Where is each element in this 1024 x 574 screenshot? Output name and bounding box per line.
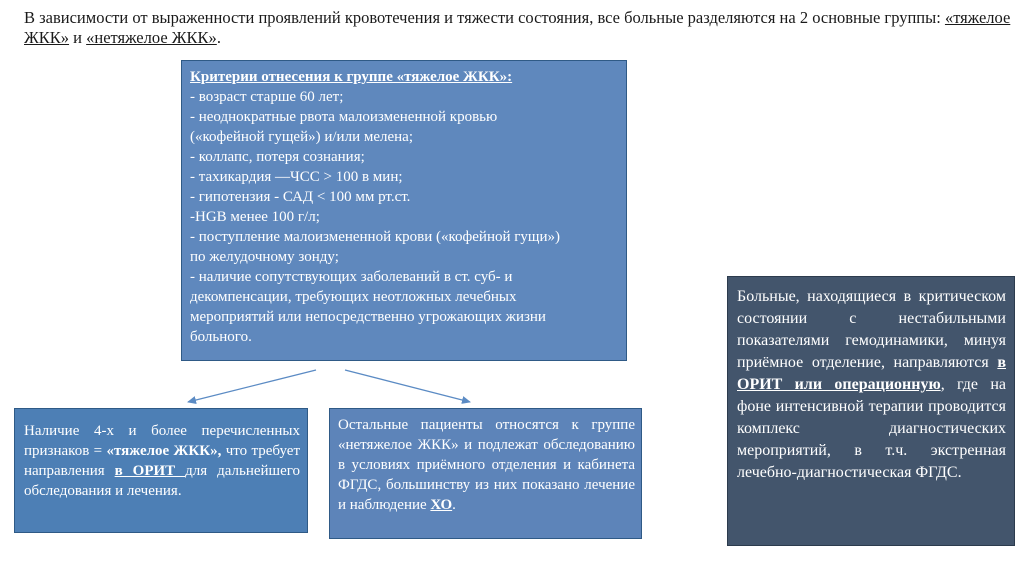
severe-text-3: для дальнейшего обследования и лечения.: [24, 463, 301, 499]
surgery-dept-link: ХО: [430, 497, 453, 513]
icu-link: в ОРИТ: [114, 463, 186, 479]
icu-or-link: в ОРИТ или операционную: [737, 354, 1006, 393]
severe-group-box: [14, 408, 308, 533]
criteria-item: - гипотензия - САД < 100 мм рт.ст.: [190, 189, 411, 205]
nonsevere-text-2: .: [452, 497, 456, 513]
criteria-item: по желудочному зонду;: [190, 249, 339, 265]
criteria-item: декомпенсации, требующих неотложных лечебных: [190, 289, 517, 305]
criteria-item: - коллапс, потеря сознания;: [190, 149, 365, 165]
arrow-to-severe: [188, 370, 316, 402]
intro-conj: и: [69, 28, 87, 47]
intro-severe-term: «тяжелое ЖКК»: [24, 8, 1011, 47]
nonsevere-text-1: Остальные пациенты относятся к группе «нетяжелое ЖКК» и подлежат обследованию в условиях приёмного отделения и кабинета ФГДС, большинству из них показано лечение и наблюдение: [338, 417, 635, 513]
arrow-to-nonsevere: [345, 370, 470, 402]
severe-term: «тяжелое ЖКК»,: [106, 443, 222, 459]
critical-text-2: , где на фоне интенсивной терапии проводится комплекс диагностических мероприятий, в т.ч. экстренная лечебно-диагностическая ФГДС.: [737, 376, 1006, 481]
criteria-item: мероприятий или непосредственно угрожающих жизни: [190, 309, 546, 325]
severe-text-2: что требует направления: [24, 443, 301, 479]
severe-text-1: Наличие 4-х и более перечисленных признаков =: [24, 423, 300, 459]
criteria-item: («кофейной гущей») и/или мелена;: [190, 129, 413, 145]
criteria-item: - тахикардия —ЧСС > 100 в мин;: [190, 169, 403, 185]
criteria-item: - поступление малоизмененной крови («кофейной гущи»): [190, 229, 560, 245]
intro-text: В зависимости от выраженности проявлений кровотечения и тяжести состояния, все больные разделяются на 2 основные группы:: [24, 8, 945, 27]
criteria-item: - наличие сопутствующих заболеваний в ст. суб- и: [190, 269, 513, 285]
criteria-item: - возраст старше 60 лет;: [190, 89, 344, 105]
nonsevere-group-box: [329, 408, 642, 539]
intro-end: .: [216, 28, 221, 47]
intro-nonsevere-term: «нетяжелое ЖКК»: [86, 28, 217, 47]
criteria-heading: Критерии отнесения к группе «тяжелое ЖКК»:: [190, 69, 513, 85]
critical-patients-box: [727, 276, 1015, 546]
criteria-item: - неоднократные рвота малоизмененной кровью: [190, 109, 498, 125]
critical-text-1: Больные, находящиеся в критическом состоянии с нестабильными показателями гемодинамики, минуя приёмное отделение, направляются: [737, 288, 1006, 371]
criteria-item: больного.: [190, 329, 252, 345]
criteria-item: -HGB менее 100 г/л;: [190, 209, 320, 225]
